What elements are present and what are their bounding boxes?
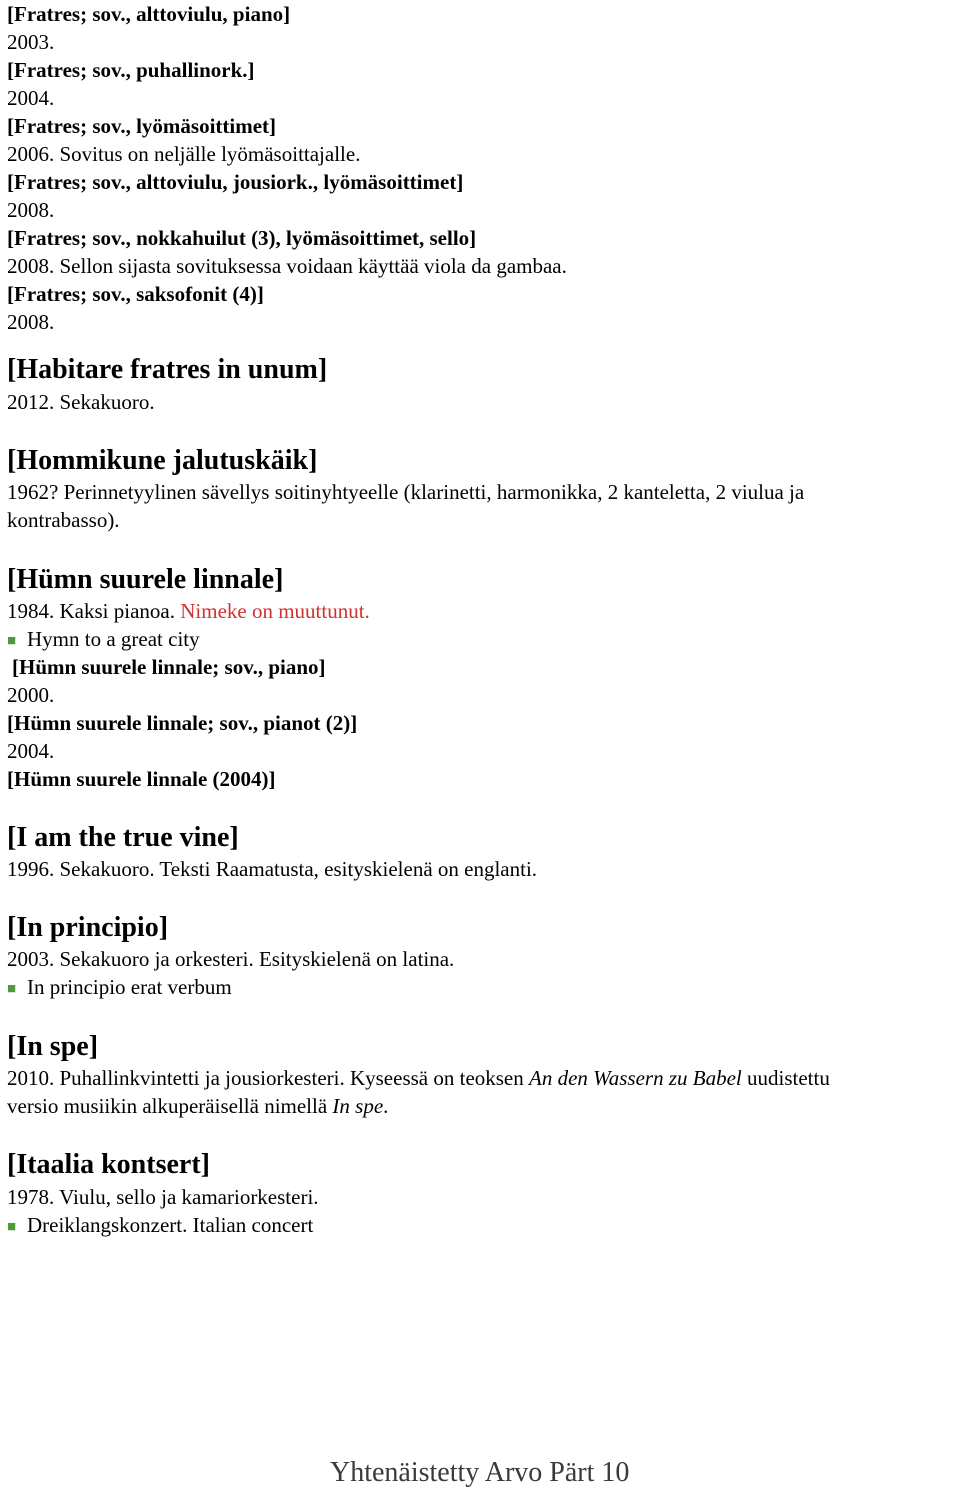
page-number: 10 <box>601 1457 630 1488</box>
entry-note: 2004. <box>7 86 55 110</box>
entry-title: [Fratres; sov., puhallinork.] <box>7 58 255 82</box>
section-desc <box>7 1064 830 1092</box>
alt-title-row <box>7 1211 313 1239</box>
entry-note: 2004. <box>7 739 55 763</box>
section-desc: 1996. Sekakuoro. Teksti Raamatusta, esityskielenä on englanti. <box>7 857 538 881</box>
footer-title: Yhtenäistetty Arvo Pärt <box>330 1457 595 1488</box>
entry-note: 2003. <box>7 30 55 54</box>
entry-title: [Fratres; sov., alttoviulu, piano] <box>7 2 291 26</box>
work-title-italic: In spe <box>332 1094 384 1118</box>
entry-title: [Fratres; sov., nokkahuilut (3), lyömäsoittimet, sello] <box>7 226 477 250</box>
section-desc <box>7 597 370 625</box>
section-desc: 2003. Sekakuoro ja orkesteri. Esityskielenä on latina. <box>7 947 455 971</box>
section-heading-habitare: [Habitare fratres in unum] <box>7 354 328 385</box>
desc-text: uudistettu <box>741 1066 830 1090</box>
section-desc: 1962? Perinnetyylinen sävellys soitinyhtyeelle (klarinetti, harmonikka, 2 kanteletta, 2 viulua ja <box>7 480 805 504</box>
entry-title: [Hümn suurele linnale; sov., piano] <box>12 655 326 679</box>
alt-title: Dreiklangskonzert. Italian concert <box>27 1213 314 1237</box>
section-desc: 1978. Viulu, sello ja kamariorkesteri. <box>7 1185 319 1209</box>
section-heading-principio: [In principio] <box>7 912 169 943</box>
square-bullet-icon: ■ <box>7 633 17 649</box>
section-desc: 2012. Sekakuoro. <box>7 390 155 414</box>
alt-title-row <box>7 625 200 653</box>
work-title-italic: An den Wassern zu Babel <box>529 1066 742 1090</box>
entry-title: [Hümn suurele linnale (2004)] <box>7 767 276 791</box>
desc-text: . <box>383 1094 389 1118</box>
entry-title: [Fratres; sov., saksofonit (4)] <box>7 282 264 306</box>
entry-note: 2008. <box>7 198 55 222</box>
desc-text: 1984. Kaksi pianoa. <box>7 599 175 623</box>
section-heading-spe: [In spe] <box>7 1031 99 1062</box>
alt-title: In principio erat verbum <box>27 975 232 999</box>
changed-title-note: Nimeke on muuttunut. <box>180 599 370 623</box>
alt-title: Hymn to a great city <box>27 627 200 651</box>
section-heading-hommikune: [Hommikune jalutuskäik] <box>7 445 318 476</box>
desc-text: 2010. Puhallinkvintetti ja jousiorkesteri. Kyseessä on teoksen <box>7 1066 530 1090</box>
section-heading-vine: [I am the true vine] <box>7 822 239 853</box>
square-bullet-icon: ■ <box>7 981 17 997</box>
page-footer <box>330 1456 629 1490</box>
section-heading-itaalia: [Itaalia kontsert] <box>7 1149 210 1180</box>
entry-note: 2008. Sellon sijasta sovituksessa voidaan käyttää viola da gambaa. <box>7 254 567 278</box>
entry-note: 2000. <box>7 683 55 707</box>
alt-title-row <box>7 973 232 1001</box>
entry-title: [Fratres; sov., lyömäsoittimet] <box>7 114 277 138</box>
section-desc-cont <box>7 1092 388 1120</box>
desc-text: versio musiikin alkuperäisellä nimellä <box>7 1094 333 1118</box>
entry-title: [Hümn suurele linnale; sov., pianot (2)] <box>7 711 358 735</box>
entry-note: 2008. <box>7 310 55 334</box>
entry-title: [Fratres; sov., alttoviulu, jousiork., lyömäsoittimet] <box>7 170 464 194</box>
section-desc-cont: kontrabasso). <box>7 508 120 532</box>
entry-note: 2006. Sovitus on neljälle lyömäsoittajalle. <box>7 142 361 166</box>
square-bullet-icon: ■ <box>7 1219 17 1235</box>
section-heading-hymn: [Hümn suurele linnale] <box>7 564 284 595</box>
